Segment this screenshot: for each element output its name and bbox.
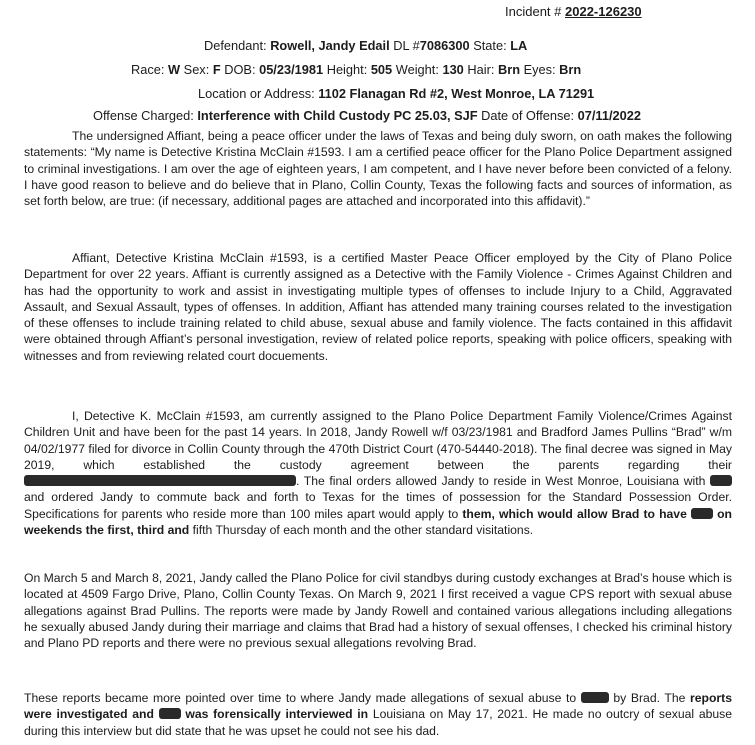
redaction-bar: [710, 475, 732, 486]
paragraph-custody-history: [24, 408, 732, 538]
location-label: Location or Address:: [198, 86, 315, 101]
defendant-name: Rowell, Jandy Edail: [270, 38, 390, 53]
sex-value: F: [212, 62, 221, 77]
redaction-bar: [159, 708, 181, 719]
custody-text-4: them, which would allow Brad to have: [462, 506, 687, 521]
incident-label: Incident #: [505, 4, 562, 19]
state-label: State:: [473, 38, 507, 53]
custody-text-5: on weekends the first, third and: [24, 506, 732, 538]
race-label: Race:: [131, 62, 165, 77]
custody-text-6: fifth Thursday of each month and the other standard visitations.: [192, 523, 534, 538]
paragraph-oath: The undersigned Affiant, being a peace officer under the laws of Texas and being duly sworn, on oath makes the following statements: “My name is Detective Kristina McClain #1593. I am a certified peace officer for the Plano Police Department assigned to criminal investigations. I am over the age of eighteen years, I am competent, and I have never before been convicted of a felony. I have good reason to believe and do believe that in Plano, Collin County, Texas the following facts and sources of information, as set forth below, are true: (if necessary, additional pages are attached and incorporated into this affidavit).”: [24, 129, 732, 209]
custody-text-2: . The final orders allowed Jandy to reside in West Monroe, Louisiana with: [296, 474, 706, 489]
allegations-text-5: Louisiana on May 17, 2021. He made no outcry of sexual abuse during this interview but did state that he was upset he could not see his dad.: [24, 707, 733, 738]
dob-label: DOB:: [224, 62, 256, 77]
hair-value: Brn: [497, 62, 521, 77]
dl-number: 7086300: [419, 38, 470, 53]
paragraph-affiant-background: Affiant, Detective Kristina McClain #1593, is a certified Master Peace Officer employed by the City of Plano Police Department for over 22 years. Affiant is currently assigned as a Detective with the Family Violence - Crimes Against Children and has had the opportunity to work and assist in investigating multiple types of offenses to include Injury to a Child, Aggravated Assault, and Sexual Assault, types of offenses. In addition, Affiant has attended many training courses related to the investigation of these offenses to include training related to child abuse, sexual abuse and family violence. The facts contained in this affidavit were obtained through Affiant’s personal investigation, review of related police reports, speaking with police officers, speaking with witnesses and from reviewing related court docuements.: [24, 251, 732, 363]
weight-value: 130: [442, 62, 464, 77]
custody-text-3: and ordered Jandy to commute back and forth to Texas for the times of possession for the Standard Possession Order. Specifications for parents who reside more than 100 miles apart would apply to: [24, 490, 732, 521]
offense-label: Offense Charged:: [93, 108, 194, 123]
redaction-bar: [24, 475, 296, 486]
location-line: [198, 86, 594, 101]
defendant-label: Defendant:: [204, 38, 267, 53]
offense-value: Interference with Child Custody PC 25.03, SJF: [197, 108, 478, 123]
eyes-label: Eyes:: [523, 62, 556, 77]
allegations-text-1: These reports became more pointed over time to where Jandy made allegations of sexual abuse to: [24, 691, 577, 705]
custody-text-1: I, Detective K. McClain #1593, am currently assigned to the Plano Police Department Family Violence/Crimes Against Children Unit and have been for the past 14 years. In 2018, Jandy Rowell w/f 03/23/1981 and Bradford James Pullins “Brad” w/m 04/02/1977 filed for divorce in Collin County through the 470th District Court (470-54440-2018). The final decree was signed in May 2019, which established the custody agreement between the parents regarding their: [24, 409, 732, 472]
height-label: Height:: [326, 62, 368, 77]
redaction-bar: [581, 692, 609, 703]
offense-date-label: Date of Offense:: [481, 108, 575, 123]
dob-value: 05/23/1981: [259, 62, 324, 77]
incident-number: [505, 4, 642, 19]
allegations-text-3: reports were investigated and: [24, 691, 732, 722]
sex-label: Sex:: [183, 62, 210, 77]
offense-line: [93, 108, 641, 123]
location-value: 1102 Flanagan Rd #2, West Monroe, LA 71291: [318, 86, 595, 101]
incident-value: 2022-126230: [565, 4, 642, 19]
defendant-line: [204, 38, 527, 53]
paragraph-civil-standbys: On March 5 and March 8, 2021, Jandy called the Plano Police for civil standbys during custody exchanges at Brad’s house which is located at 4509 Fargo Drive, Plano, Collin County Texas. On March 9, 2021 I first received a vague CPS report with sexual abuse allegations against Brad Pullins. The reports were made by Jandy Rowell and contained various allegations including allegations he sexually abused Jandy during their marriage and claims that Brad had a history of sexual offenses, I checked his criminal history and Plano PD reports and there were no previous sexual allegations revolving Brad.: [24, 571, 732, 651]
descriptors-line: [131, 62, 581, 77]
hair-label: Hair:: [467, 62, 495, 77]
dl-label: DL #: [393, 38, 420, 53]
allegations-text-4: was forensically interviewed in: [185, 707, 369, 722]
height-value: 505: [370, 62, 393, 77]
offense-date-value: 07/11/2022: [577, 108, 641, 123]
state-value: LA: [510, 38, 528, 53]
allegations-text-2: by Brad. The: [613, 691, 686, 705]
weight-label: Weight:: [395, 62, 439, 77]
eyes-value: Brn: [559, 62, 582, 77]
paragraph-allegations: [24, 690, 732, 739]
race-value: W: [168, 62, 181, 77]
redaction-bar: [691, 508, 713, 519]
